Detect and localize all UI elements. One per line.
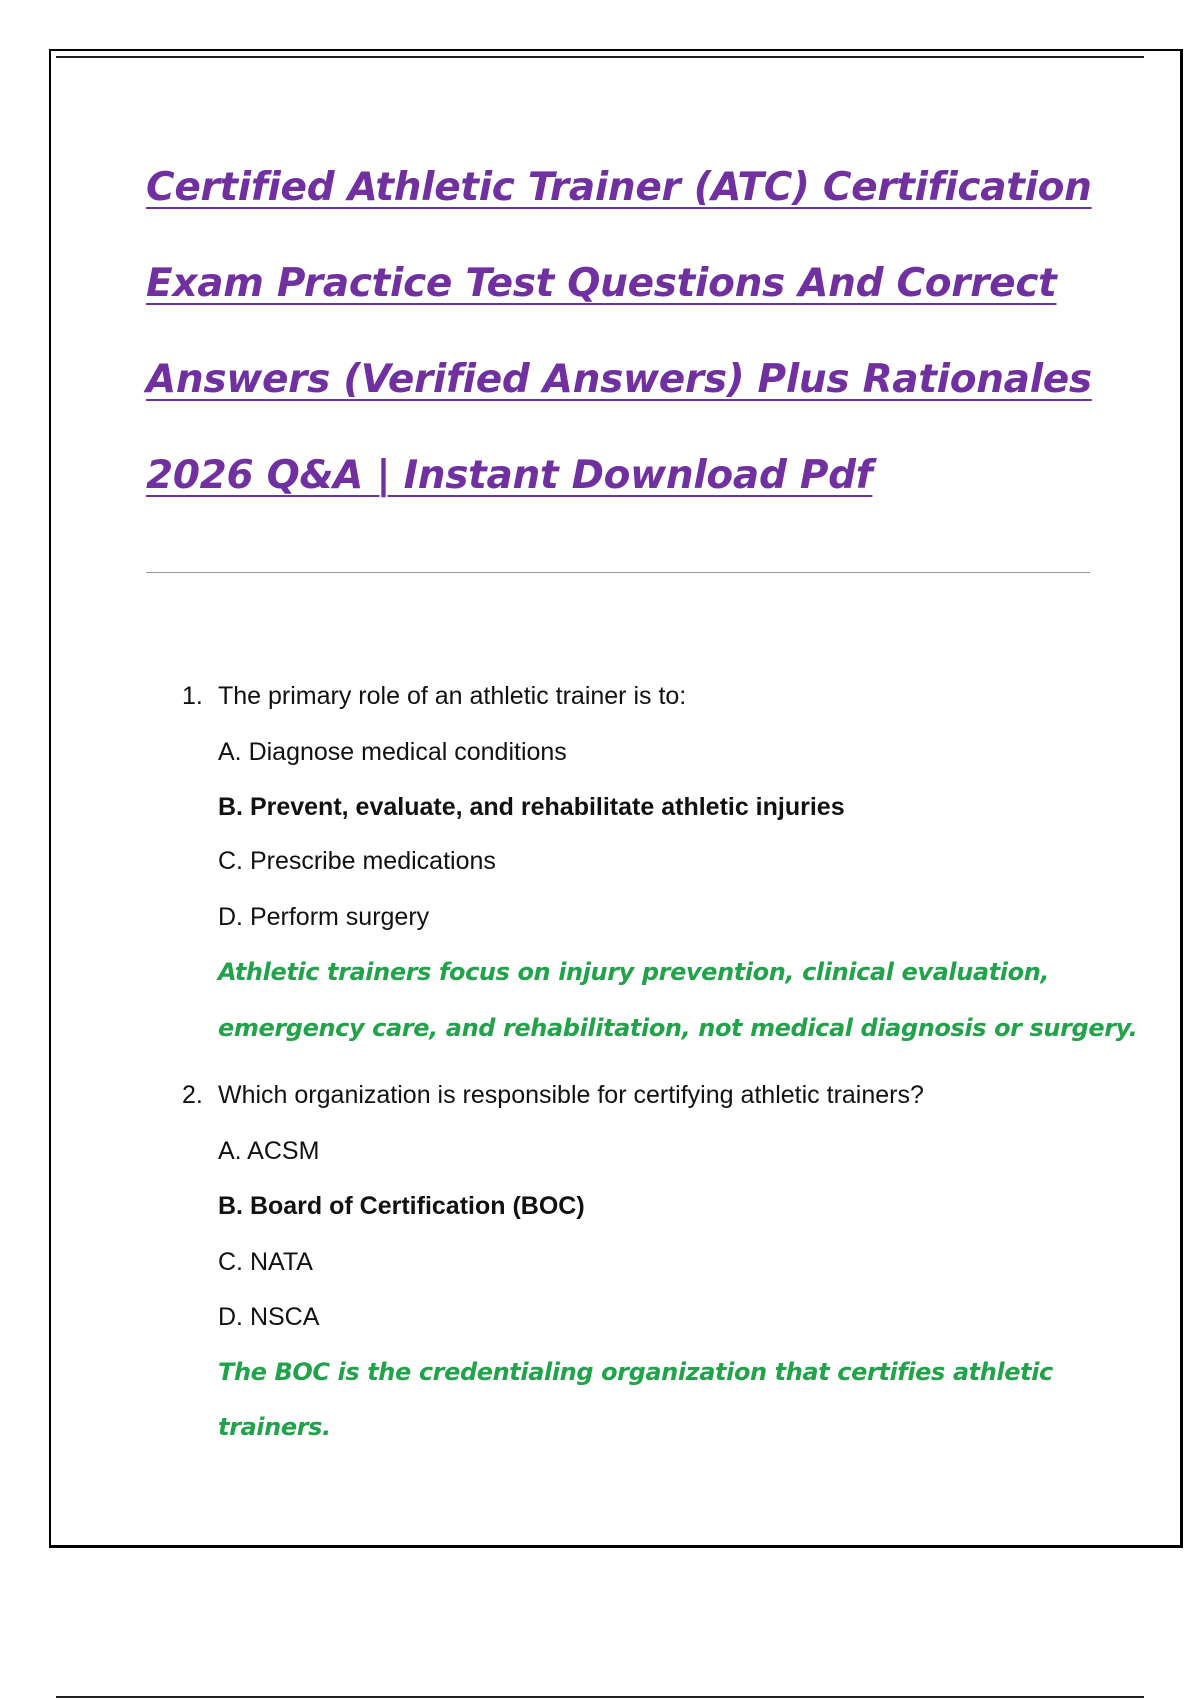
title-divider [146, 572, 1090, 573]
rationale-2-line-2: trainers. [218, 1413, 331, 1441]
option-2a: A. ACSM [218, 1137, 320, 1165]
option-2b-correct: B. Board of Certification (BOC) [218, 1192, 585, 1220]
option-2c: C. NATA [218, 1248, 313, 1276]
question-number: 2. [182, 1081, 203, 1109]
top-rule [56, 56, 1144, 58]
question-number: 1. [182, 682, 203, 710]
title-line-2: Exam Practice Test Questions And Correct [146, 261, 1057, 306]
question-2 [182, 1081, 1102, 1109]
rationale-1-line-2: emergency care, and rehabilitation, not medical diagnosis or surgery. [218, 1014, 1138, 1042]
question-1 [182, 682, 1102, 710]
document-title [146, 140, 1106, 524]
title-line-4: 2026 Q&A | Instant Download Pdf [146, 453, 873, 498]
question-text: Which organization is responsible for certifying athletic trainers? [218, 1081, 924, 1109]
title-line-1: Certified Athletic Trainer (ATC) Certification [146, 165, 1092, 210]
rationale-2-line-1: The BOC is the credentialing organization that certifies athletic [218, 1358, 1053, 1386]
question-text: The primary role of an athletic trainer is to: [218, 682, 687, 710]
option-2d: D. NSCA [218, 1303, 320, 1331]
title-line-3: Answers (Verified Answers) Plus Rationales [146, 357, 1092, 402]
bottom-rule [56, 1696, 1144, 1698]
rationale-1-line-1: Athletic trainers focus on injury prevention, clinical evaluation, [218, 958, 1050, 986]
option-1d: D. Perform surgery [218, 903, 430, 931]
option-1b-correct: B. Prevent, evaluate, and rehabilitate athletic injuries [218, 793, 845, 821]
option-1a: A. Diagnose medical conditions [218, 738, 567, 766]
option-1c: C. Prescribe medications [218, 847, 496, 875]
